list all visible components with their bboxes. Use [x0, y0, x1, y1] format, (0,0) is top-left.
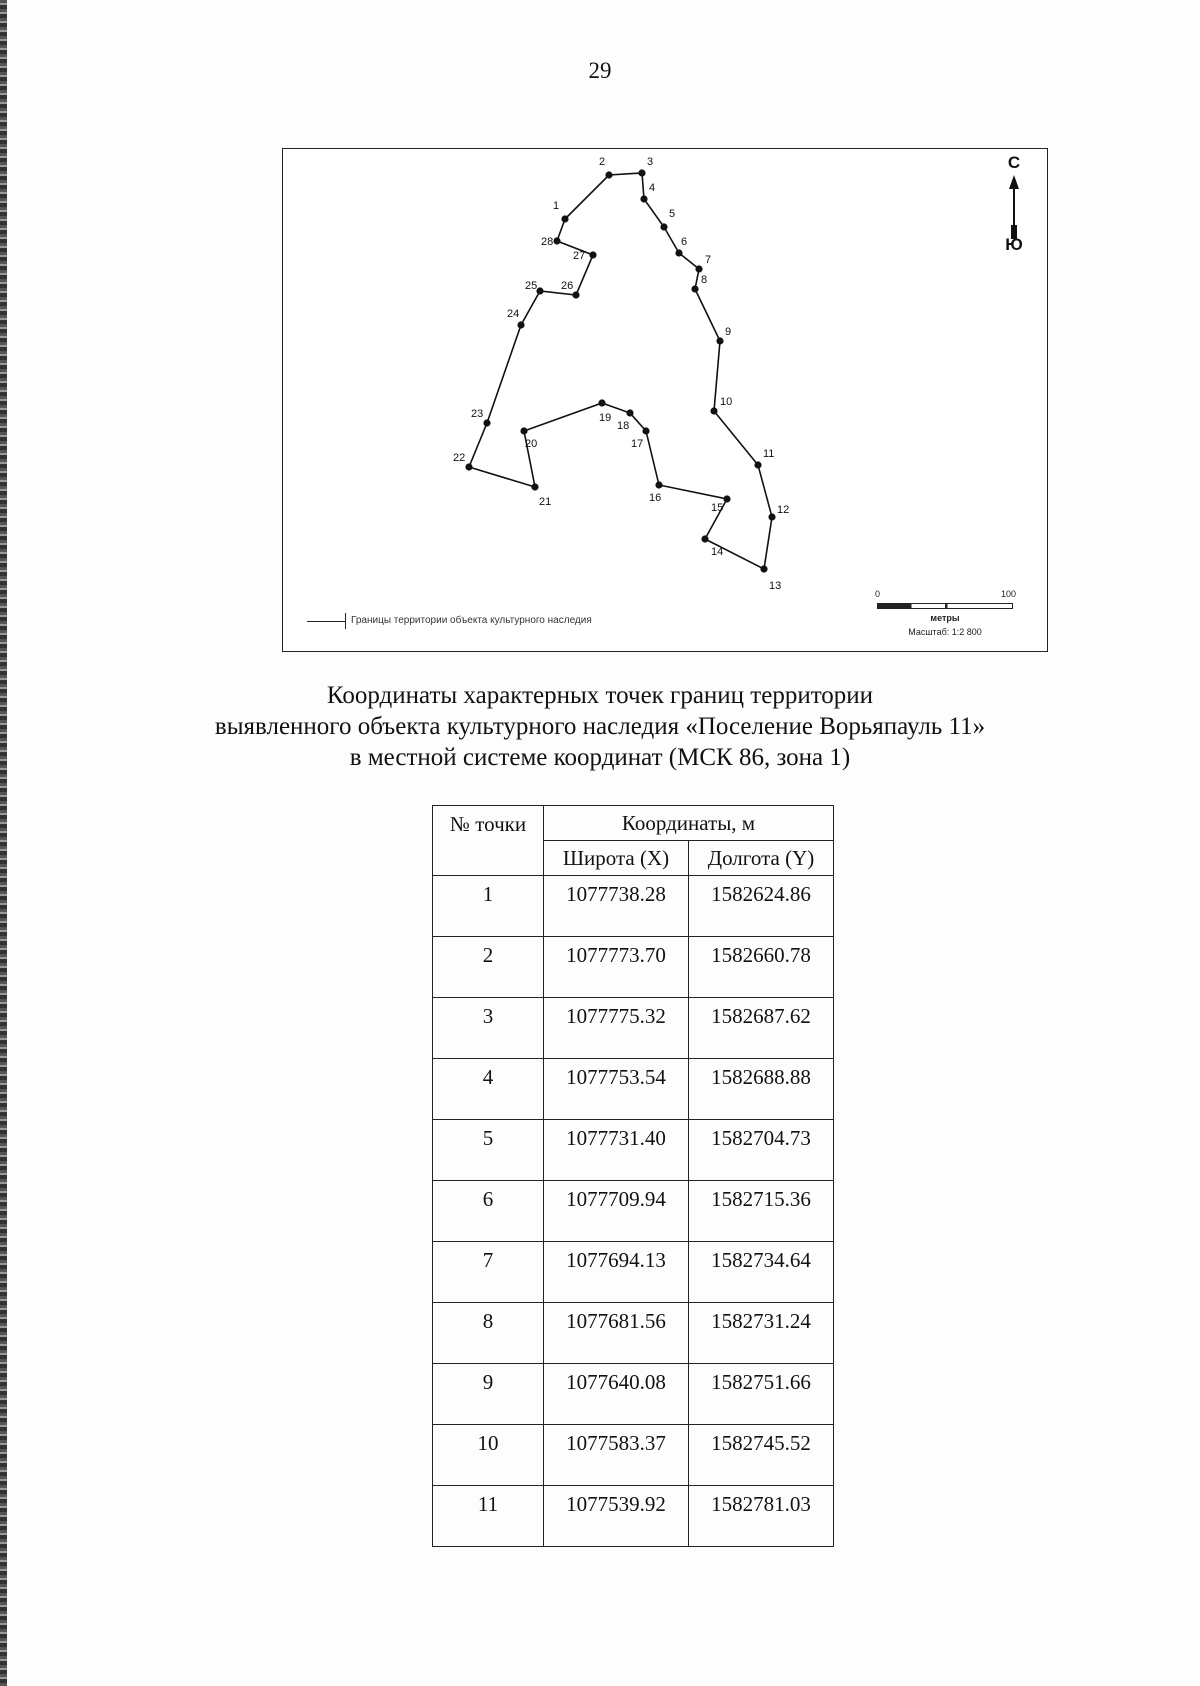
page-number: 29 — [588, 58, 612, 83]
boundary-point-label: 2 — [599, 156, 606, 168]
cell-latitude-x: 1077694.13 — [544, 1242, 689, 1303]
header-point-number: № точки — [433, 806, 544, 876]
scale-end-label: 100 — [1001, 589, 1017, 599]
boundary-point-label: 24 — [507, 308, 520, 320]
cell-point-number: 7 — [433, 1242, 544, 1303]
boundary-point-label: 23 — [471, 408, 484, 420]
boundary-point — [531, 483, 538, 490]
scale-bar — [875, 589, 1025, 647]
boundary-point — [638, 169, 645, 176]
boundary-point — [520, 427, 527, 434]
cell-point-number: 11 — [433, 1486, 544, 1547]
boundary-point — [695, 265, 702, 272]
legend-bracket — [345, 613, 346, 629]
cell-longitude-y: 1582781.03 — [689, 1486, 834, 1547]
cell-point-number: 4 — [433, 1059, 544, 1120]
table-row — [433, 1059, 834, 1120]
cell-longitude-y: 1582715.36 — [689, 1181, 834, 1242]
table-row — [433, 1181, 834, 1242]
boundary-point — [536, 287, 543, 294]
cell-point-number: 8 — [433, 1303, 544, 1364]
coordinates-table-body — [433, 876, 834, 1547]
boundary-point-label: 5 — [669, 208, 676, 220]
scan-edge — [0, 0, 7, 1686]
boundary-point — [465, 463, 472, 470]
header-longitude-y: Долгота (Y) — [689, 841, 834, 876]
boundary-point — [655, 481, 662, 488]
cell-longitude-y: 1582624.86 — [689, 876, 834, 937]
table-row — [433, 998, 834, 1059]
cell-point-number: 1 — [433, 876, 544, 937]
south-label: Ю — [1005, 235, 1023, 254]
boundary-point-label: 21 — [539, 496, 552, 508]
cell-point-number: 2 — [433, 937, 544, 998]
cell-latitude-x: 1077738.28 — [544, 876, 689, 937]
boundary-point — [660, 223, 667, 230]
boundary-point — [572, 291, 579, 298]
boundary-point-label: 6 — [681, 236, 688, 248]
boundary-point — [768, 513, 775, 520]
boundary-point-label: 1 — [553, 200, 560, 212]
table-row — [433, 1303, 834, 1364]
boundary-point — [723, 495, 730, 502]
boundary-point-label: 7 — [705, 254, 712, 266]
table-row — [433, 1486, 834, 1547]
title-line-2: выявленного объекта культурного наследия «Поселение Ворьяпауль 11» — [214, 713, 986, 740]
boundary-point-label: 3 — [647, 156, 654, 168]
header-coordinates: Координаты, м — [544, 806, 834, 841]
boundary-point-label: 19 — [599, 412, 612, 424]
boundary-point — [760, 565, 767, 572]
cell-point-number: 9 — [433, 1364, 544, 1425]
legend-text: Границы территории объекта культурного наследия — [351, 615, 592, 626]
document-title — [0, 680, 1200, 773]
boundary-point — [701, 535, 708, 542]
boundary-point-label: 9 — [725, 326, 732, 338]
cell-longitude-y: 1582745.52 — [689, 1425, 834, 1486]
cell-point-number: 3 — [433, 998, 544, 1059]
cell-latitude-x: 1077681.56 — [544, 1303, 689, 1364]
boundary-point — [483, 419, 490, 426]
legend-line-symbol — [307, 621, 345, 622]
boundary-polygon — [469, 173, 775, 569]
boundary-point — [716, 337, 723, 344]
boundary-point-label: 12 — [777, 504, 790, 516]
boundary-point — [710, 407, 717, 414]
cell-latitude-x: 1077773.70 — [544, 937, 689, 998]
boundary-map-drawing — [283, 149, 1049, 653]
cell-point-number: 5 — [433, 1120, 544, 1181]
title-line-1: Координаты характерных точек границ территории — [326, 682, 874, 709]
boundary-point — [675, 249, 682, 256]
cell-longitude-y: 1582731.24 — [689, 1303, 834, 1364]
table-row — [433, 876, 834, 937]
boundary-point — [598, 399, 605, 406]
boundary-point — [626, 409, 633, 416]
table-row — [433, 1242, 834, 1303]
cell-latitude-x: 1077583.37 — [544, 1425, 689, 1486]
cell-point-number: 6 — [433, 1181, 544, 1242]
cell-longitude-y: 1582688.88 — [689, 1059, 834, 1120]
boundary-point-label: 4 — [649, 182, 656, 194]
cell-point-number: 10 — [433, 1425, 544, 1486]
boundary-point-label: 20 — [525, 438, 538, 450]
cell-latitude-x: 1077731.40 — [544, 1120, 689, 1181]
cell-longitude-y: 1582751.66 — [689, 1364, 834, 1425]
boundary-map — [282, 148, 1048, 652]
boundary-point — [754, 461, 761, 468]
boundary-point — [605, 171, 612, 178]
boundary-point — [561, 215, 568, 222]
table-row — [433, 1364, 834, 1425]
boundary-point-label: 14 — [711, 546, 724, 558]
boundary-point-label: 18 — [617, 420, 630, 432]
table-row — [433, 1425, 834, 1486]
boundary-point-label: 8 — [701, 274, 708, 286]
cell-latitude-x: 1077753.54 — [544, 1059, 689, 1120]
boundary-point-label: 10 — [720, 396, 733, 408]
boundary-point — [691, 285, 698, 292]
north-label: С — [1007, 153, 1021, 172]
boundary-point-label: 25 — [525, 280, 538, 292]
cell-latitude-x: 1077775.32 — [544, 998, 689, 1059]
cell-latitude-x: 1077709.94 — [544, 1181, 689, 1242]
boundary-point — [553, 237, 560, 244]
coordinates-table — [432, 805, 834, 1547]
cell-longitude-y: 1582734.64 — [689, 1242, 834, 1303]
boundary-point — [589, 251, 596, 258]
boundary-point-label: 26 — [561, 280, 574, 292]
scale-start-label: 0 — [875, 589, 881, 599]
boundary-point-label: 11 — [763, 448, 775, 460]
header-latitude-x: Широта (X) — [544, 841, 689, 876]
boundary-point-label: 27 — [573, 250, 586, 262]
boundary-point — [642, 427, 649, 434]
cell-latitude-x: 1077539.92 — [544, 1486, 689, 1547]
north-arrow — [999, 153, 1029, 263]
table-row — [433, 937, 834, 998]
boundary-point — [640, 195, 647, 202]
boundary-point-label: 28 — [541, 236, 554, 248]
boundary-point-label: 22 — [453, 452, 466, 464]
cell-longitude-y: 1582660.78 — [689, 937, 834, 998]
scale-bar-graphic — [877, 603, 1013, 609]
table-row — [433, 1120, 834, 1181]
cell-latitude-x: 1077640.08 — [544, 1364, 689, 1425]
boundary-point — [517, 321, 524, 328]
scale-unit: метры — [930, 613, 960, 623]
title-line-3: в местной системе координат (МСК 86, зона 1) — [349, 744, 851, 771]
cell-longitude-y: 1582687.62 — [689, 998, 834, 1059]
boundary-point-label: 15 — [711, 502, 724, 514]
cell-longitude-y: 1582704.73 — [689, 1120, 834, 1181]
boundary-point-label: 17 — [631, 438, 644, 450]
scale-ratio: Масштаб: 1:2 800 — [908, 627, 982, 637]
boundary-point-label: 16 — [649, 492, 662, 504]
boundary-point-label: 13 — [769, 580, 782, 592]
